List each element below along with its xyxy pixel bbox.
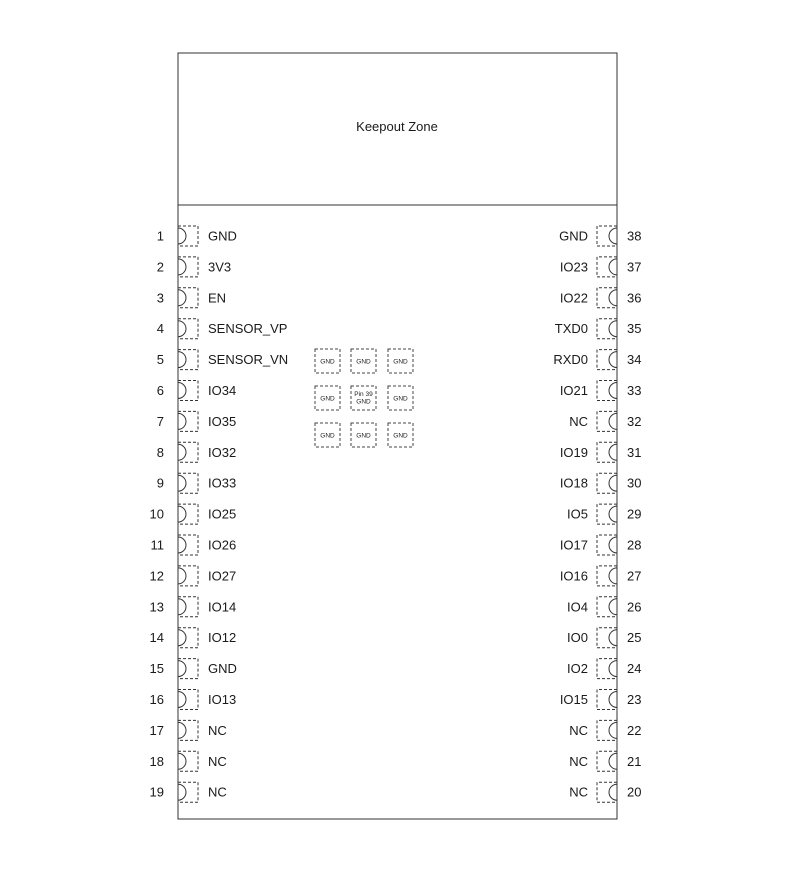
- pin-number: 23: [627, 692, 642, 707]
- pin-number: 5: [156, 352, 164, 368]
- pin-number: 32: [627, 413, 642, 429]
- pin-notch: [609, 506, 617, 522]
- pin-notch: [178, 444, 186, 460]
- pin-29: [567, 504, 641, 524]
- pin-4: [157, 319, 288, 339]
- pin-1: [157, 226, 237, 246]
- pin-number: 17: [149, 722, 164, 738]
- pin-number: 18: [149, 753, 164, 769]
- ground-pad: [388, 349, 413, 373]
- pin-notch: [609, 784, 617, 800]
- ground-pad: [315, 349, 340, 373]
- ground-pad: [351, 423, 376, 447]
- pin-notch: [178, 321, 186, 337]
- pin-label: IO14: [208, 599, 237, 615]
- pin-label: IO0: [567, 630, 588, 646]
- pin-label: NC: [208, 753, 227, 769]
- pin-number: 13: [149, 599, 164, 615]
- pin-notch: [609, 599, 617, 615]
- pin-22: [569, 720, 641, 740]
- pin-number: 27: [627, 568, 642, 584]
- pin-number: 31: [627, 444, 642, 460]
- pin-number: 4: [156, 321, 164, 337]
- pin-2: [157, 257, 231, 277]
- pin-26: [567, 597, 641, 617]
- pin-30: [560, 473, 642, 493]
- pin-number: 20: [627, 784, 642, 800]
- pin-notch: [178, 568, 186, 584]
- pin-7: [157, 411, 236, 431]
- pin-notch: [178, 599, 186, 615]
- pin-label: SENSOR_VP: [208, 321, 288, 337]
- pin-12: [150, 566, 237, 586]
- pin-number: 25: [627, 630, 642, 646]
- pin-label: IO4: [567, 599, 588, 615]
- pin-23: [560, 690, 642, 710]
- pin-8: [157, 442, 236, 462]
- pin-number: 37: [627, 259, 642, 275]
- pin-notch: [178, 383, 186, 399]
- pin-notch: [609, 753, 617, 769]
- pin-notch: [178, 228, 186, 244]
- pin-3: [157, 288, 226, 308]
- pin-33: [560, 381, 642, 401]
- pin-number: 6: [156, 383, 164, 398]
- pin-10: [150, 504, 237, 524]
- pin-notch: [609, 383, 617, 399]
- pin-notch: [178, 537, 186, 553]
- pin-14: [150, 628, 237, 648]
- pin-label: IO26: [208, 537, 237, 553]
- center-ground-pads: [315, 349, 413, 447]
- pin-label: IO16: [559, 568, 588, 584]
- pad-label: GND: [320, 358, 335, 366]
- pin-label: IO17: [559, 537, 588, 553]
- pin-label: 3V3: [208, 259, 232, 275]
- pin-label: IO12: [208, 630, 237, 646]
- pin-notch: [178, 475, 186, 491]
- pin-21: [569, 751, 641, 771]
- pin-notch: [609, 290, 617, 306]
- pin-34: [553, 350, 641, 370]
- pin-label: GND: [208, 228, 237, 244]
- ground-pad: [388, 423, 413, 447]
- pin-notch: [609, 692, 617, 708]
- pin-notch: [609, 722, 617, 738]
- pin-label: GND: [208, 661, 237, 677]
- pin-number: 19: [149, 784, 164, 800]
- pad-label: GND: [320, 432, 335, 440]
- pin-notch: [609, 444, 617, 460]
- pin-label: IO32: [208, 444, 237, 460]
- pin-notch: [178, 784, 186, 800]
- ground-pad: [388, 386, 413, 410]
- pin-label: IO22: [559, 290, 588, 306]
- pin-label: NC: [208, 784, 227, 800]
- pin-notch: [609, 228, 617, 244]
- pin-37: [560, 257, 642, 277]
- pin-notch: [609, 475, 617, 491]
- ground-pad: [315, 423, 340, 447]
- pin-number: 22: [627, 722, 642, 738]
- pin-number: 24: [627, 661, 642, 677]
- pad-label: GND: [393, 432, 408, 440]
- pin-notch: [609, 568, 617, 584]
- pin-notch: [178, 630, 186, 646]
- ground-pad: [351, 386, 376, 410]
- pin-notch: [178, 692, 186, 708]
- pin-27: [560, 566, 642, 586]
- pin-number: 29: [627, 506, 642, 522]
- pin-9: [157, 473, 236, 493]
- pin-18: [150, 751, 227, 771]
- pin-17: [150, 720, 227, 740]
- pin-notch: [178, 413, 186, 429]
- pin-28: [560, 535, 642, 555]
- pin-notch: [178, 290, 186, 306]
- pin-number: 9: [156, 475, 164, 491]
- pin-label: TXD0: [554, 321, 588, 337]
- pin-number: 36: [627, 290, 642, 306]
- right-pin-column: [553, 226, 641, 802]
- pin-label: IO5: [567, 506, 588, 522]
- pin-label: IO15: [559, 692, 588, 707]
- pin-25: [567, 628, 641, 648]
- pin-number: 10: [149, 506, 164, 522]
- pin-16: [150, 690, 237, 710]
- pin-label: IO33: [208, 475, 237, 491]
- pin-label: IO19: [559, 444, 588, 460]
- pin-number: 33: [627, 383, 642, 398]
- pin-number: 8: [156, 444, 164, 460]
- pin-32: [569, 411, 641, 431]
- pin-label: GND: [559, 228, 588, 244]
- pad-label: GND: [393, 358, 408, 366]
- pin-label: IO35: [208, 413, 237, 429]
- pin-notch: [178, 506, 186, 522]
- pin-number: 7: [156, 413, 164, 429]
- pin-number: 14: [149, 630, 164, 646]
- pin-31: [560, 442, 642, 462]
- pin-number: 28: [627, 537, 642, 553]
- pin-label: IO18: [559, 475, 588, 491]
- pin-5: [157, 350, 288, 370]
- pin-notch: [178, 352, 186, 368]
- pin-number: 15: [149, 661, 164, 677]
- pin-6: [157, 381, 236, 401]
- pad-label: GND: [356, 358, 371, 366]
- pin-notch: [178, 259, 186, 275]
- pin-notch: [178, 753, 186, 769]
- pin-label: IO23: [559, 259, 588, 275]
- pin-label: IO34: [208, 383, 237, 398]
- ground-pad: [315, 386, 340, 410]
- pin-number: 35: [627, 321, 642, 337]
- pin-label: NC: [569, 722, 588, 738]
- pin-38: [559, 226, 641, 246]
- pin-label: IO25: [208, 506, 237, 522]
- pin-notch: [609, 630, 617, 646]
- pin-label: IO27: [208, 568, 237, 584]
- pin-label: NC: [569, 753, 588, 769]
- pin-label: SENSOR_VN: [208, 352, 289, 368]
- pad-label: GND: [320, 395, 335, 403]
- pin-24: [567, 659, 641, 679]
- pin-notch: [609, 413, 617, 429]
- pin-label: NC: [569, 784, 588, 800]
- pin-19: [150, 782, 227, 802]
- pin-number: 11: [150, 537, 164, 553]
- pin-number: 38: [627, 228, 642, 244]
- pin-36: [560, 288, 642, 308]
- pin-label: IO21: [559, 383, 588, 398]
- pin-15: [150, 659, 237, 679]
- pin-number: 26: [627, 599, 642, 615]
- pin-number: 3: [156, 290, 164, 306]
- pin-notch: [609, 352, 617, 368]
- pin-number: 12: [149, 568, 164, 584]
- pad-label: GND: [356, 432, 371, 440]
- pin-11: [151, 535, 237, 555]
- ground-pad: [351, 349, 376, 373]
- pin-label: NC: [569, 413, 588, 429]
- pin-label: NC: [208, 722, 227, 738]
- pad-label: Pin 39 GND: [354, 391, 373, 406]
- pin-35: [555, 319, 642, 339]
- pin-20: [569, 782, 641, 802]
- pin-number: 16: [149, 692, 164, 707]
- pin-label: IO13: [208, 692, 237, 707]
- pin-notch: [609, 661, 617, 677]
- keepout-zone-label: Keepout Zone: [356, 119, 438, 134]
- pin-label: EN: [208, 290, 227, 306]
- pad-label: GND: [393, 395, 408, 403]
- pin-notch: [609, 259, 617, 275]
- pin-number: 21: [627, 753, 642, 769]
- pin-notch: [609, 537, 617, 553]
- pin-number: 30: [627, 475, 642, 491]
- pin-label: RXD0: [553, 352, 588, 368]
- pin-label: IO2: [567, 661, 588, 677]
- pin-notch: [178, 661, 186, 677]
- pin-notch: [178, 722, 186, 738]
- pin-number: 1: [156, 228, 164, 244]
- pin-number: 2: [156, 259, 164, 275]
- pin-notch: [609, 321, 617, 337]
- left-pin-column: [150, 226, 289, 802]
- pin-13: [150, 597, 237, 617]
- pin-number: 34: [627, 352, 642, 368]
